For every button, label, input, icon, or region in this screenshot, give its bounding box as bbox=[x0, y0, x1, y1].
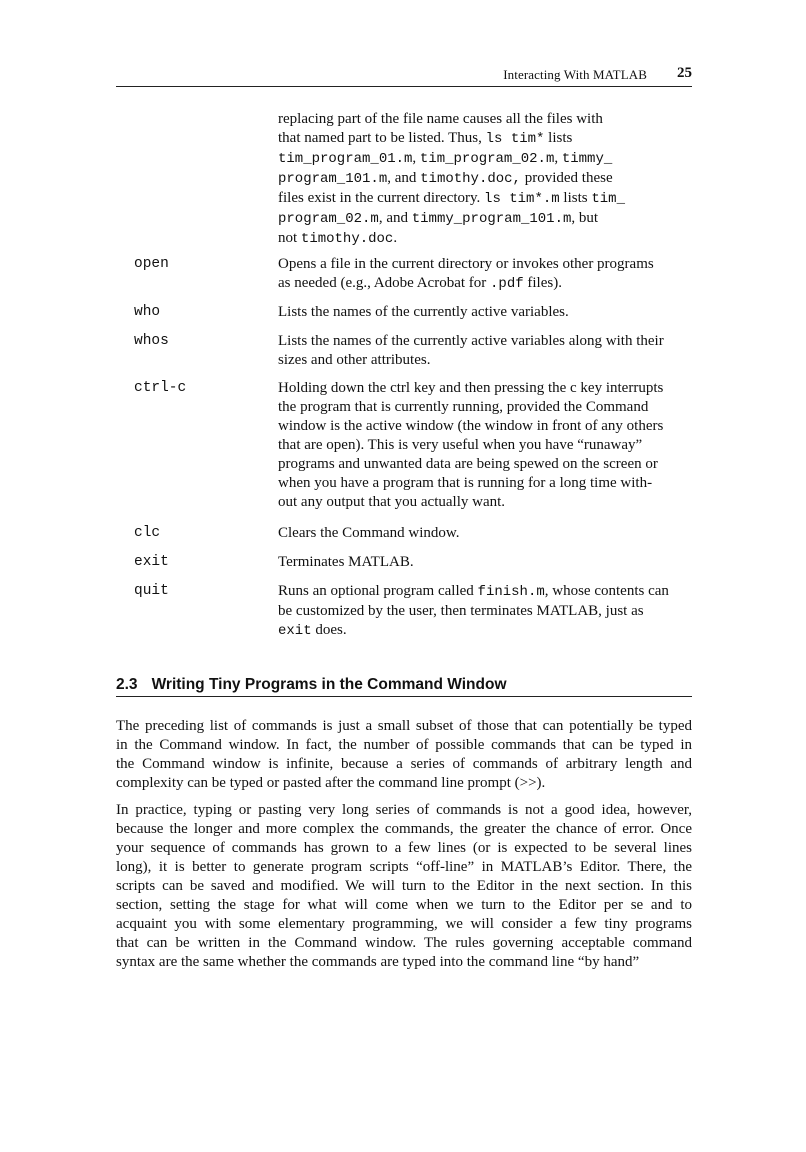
inline-code: program_101.m bbox=[278, 171, 388, 187]
command-description-quit bbox=[278, 582, 692, 641]
text-run: . bbox=[393, 230, 398, 246]
text-run: Holding down the ctrl key and then pressing the c key interrupts bbox=[278, 380, 664, 396]
text-run: , and bbox=[387, 170, 421, 186]
text-line bbox=[278, 524, 692, 543]
text-run: provided these bbox=[520, 170, 613, 186]
text-line bbox=[278, 582, 692, 602]
inline-code: tim_program_02.m bbox=[419, 151, 555, 167]
paragraph-line: scripts can be saved and modified. We will turn to the Editor in the next section. In this bbox=[116, 878, 692, 894]
text-run: does. bbox=[311, 622, 347, 638]
command-name-whos: whos bbox=[134, 333, 169, 349]
text-line bbox=[278, 209, 692, 229]
text-run: that named part to be listed. Thus, bbox=[278, 130, 486, 146]
text-run: out any output that you actually want. bbox=[278, 494, 506, 510]
inline-code: program_02.m bbox=[278, 211, 379, 227]
text-run: Lists the names of the currently active variables along with their bbox=[278, 333, 664, 349]
text-run: lists bbox=[559, 190, 592, 206]
text-run: the program that is currently running, provided the Command bbox=[278, 399, 649, 415]
text-line bbox=[278, 189, 692, 209]
text-run: , whose contents can bbox=[544, 583, 669, 599]
text-run: , but bbox=[571, 210, 599, 226]
text-line bbox=[278, 303, 692, 322]
paragraph-line: In practice, typing or pasting very long series of commands is not a good idea, however, bbox=[116, 802, 692, 818]
text-line bbox=[278, 255, 692, 274]
inline-code: timmy_ bbox=[561, 151, 613, 167]
text-run: as needed (e.g., Adobe Acrobat for bbox=[278, 275, 491, 291]
text-run: , bbox=[412, 150, 420, 166]
inline-code: ls tim* bbox=[485, 131, 545, 147]
command-name-exit: exit bbox=[134, 554, 169, 570]
paragraph-line: the Command window is infinite, because a series of commands of arbitrary length and bbox=[116, 756, 692, 772]
command-description-who bbox=[278, 303, 692, 322]
section-heading bbox=[116, 674, 692, 697]
section-number: 2.3 bbox=[116, 676, 138, 693]
text-run: be customized by the user, then terminates MATLAB, just as bbox=[278, 603, 644, 619]
paragraph-line: long), it is better to generate program scripts “off-line” in MATLAB’s Editor. There, the bbox=[116, 859, 692, 875]
text-line bbox=[278, 493, 692, 512]
text-run: Terminates MATLAB. bbox=[278, 554, 414, 570]
text-run: when you have a program that is running for a long time with- bbox=[278, 475, 653, 491]
inline-code: tim_ bbox=[591, 191, 625, 207]
text-line bbox=[278, 229, 692, 249]
text-line bbox=[278, 417, 692, 436]
ls-description-continuation bbox=[278, 110, 692, 249]
text-line bbox=[278, 455, 692, 474]
paragraph-line: your sequence of commands has grown to a few lines (or is expected to be several lines bbox=[116, 840, 692, 856]
paragraph-line: that can be written in the Command window. The rules governing acceptable command bbox=[116, 935, 692, 951]
section-title: Writing Tiny Programs in the Command Window bbox=[151, 676, 507, 693]
command-name-clc: clc bbox=[134, 525, 161, 541]
text-run: , bbox=[554, 150, 562, 166]
paragraph-line: The preceding list of commands is just a small subset of those that can potentially be typed bbox=[116, 718, 692, 734]
text-run: not bbox=[278, 230, 301, 246]
text-run: Opens a file in the current directory or invokes other programs bbox=[278, 256, 654, 272]
page-number: 25 bbox=[677, 65, 692, 81]
text-line bbox=[278, 274, 692, 294]
text-line bbox=[278, 351, 692, 370]
paragraph-line: syntax are the same whether the commands are typed into the command line “by hand” bbox=[116, 954, 640, 970]
text-run: sizes and other attributes. bbox=[278, 352, 431, 368]
paragraph-line: acquaint you with some elementary programming, we will consider a few tiny programs bbox=[116, 916, 692, 932]
text-run: programs and unwanted data are being spewed on the screen or bbox=[278, 456, 658, 472]
text-run: , and bbox=[378, 210, 412, 226]
inline-code: exit bbox=[278, 623, 312, 639]
text-line bbox=[278, 602, 692, 621]
text-run: replacing part of the file name causes all the files with bbox=[278, 111, 603, 127]
paragraph-line: complexity can be typed or pasted after the command line prompt (>>). bbox=[116, 775, 546, 791]
text-line bbox=[278, 621, 692, 641]
inline-code: tim_program_01.m bbox=[278, 151, 413, 167]
text-run: Lists the names of the currently active variables. bbox=[278, 304, 569, 320]
text-run: files exist in the current directory. bbox=[278, 190, 485, 206]
text-run: window is the active window (the window in front of any others bbox=[278, 418, 664, 434]
body-paragraph bbox=[116, 717, 692, 793]
paragraph-line: section, setting the stage for what will come when we turn to the Editor per se and to bbox=[116, 897, 692, 913]
text-line bbox=[278, 379, 692, 398]
inline-code: timmy_program_101.m bbox=[411, 211, 572, 227]
command-name-quit: quit bbox=[134, 583, 169, 599]
text-run: Clears the Command window. bbox=[278, 525, 460, 541]
text-line bbox=[278, 129, 692, 149]
command-description-open bbox=[278, 255, 692, 294]
running-header-title: Interacting With MATLAB bbox=[503, 67, 647, 82]
text-run: lists bbox=[544, 130, 573, 146]
command-name-ctrl-c: ctrl-c bbox=[134, 380, 187, 396]
text-run: files). bbox=[523, 275, 562, 291]
inline-code: .pdf bbox=[490, 276, 524, 292]
paragraph-line: because the longer and more complex the commands, the greater the chance of error. Once bbox=[116, 821, 692, 837]
command-description-ctrl-c bbox=[278, 379, 692, 512]
command-description-exit bbox=[278, 553, 692, 572]
inline-code: ls tim*.m bbox=[484, 191, 560, 207]
paragraph-line: in the Command window. In fact, the number of possible commands that can be typed in bbox=[116, 737, 692, 753]
text-run: Runs an optional program called bbox=[278, 583, 478, 599]
inline-code: finish.m bbox=[477, 584, 545, 600]
text-line bbox=[278, 332, 692, 351]
text-line bbox=[278, 149, 692, 169]
command-name-open: open bbox=[134, 256, 169, 272]
text-run: that are open). This is very useful when you have “runaway” bbox=[278, 437, 643, 453]
command-description-clc bbox=[278, 524, 692, 543]
command-name-who: who bbox=[134, 304, 161, 320]
inline-code: timothy.doc, bbox=[420, 171, 521, 187]
text-line bbox=[278, 553, 692, 572]
text-line bbox=[278, 110, 692, 129]
text-line bbox=[278, 436, 692, 455]
text-line bbox=[278, 474, 692, 493]
inline-code: timothy.doc bbox=[300, 231, 394, 247]
running-header bbox=[116, 64, 692, 87]
command-description-whos bbox=[278, 332, 692, 370]
body-paragraph bbox=[116, 801, 692, 972]
text-line bbox=[278, 169, 692, 189]
text-line bbox=[278, 398, 692, 417]
